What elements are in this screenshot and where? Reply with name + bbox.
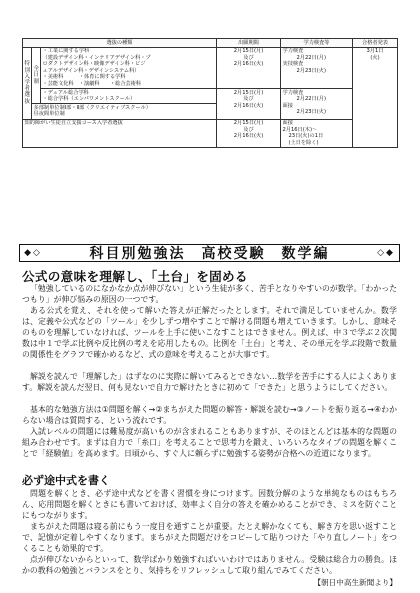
exam-cell — [281, 89, 353, 119]
article-paragraph: 問題を解くとき、必ず途中式などを書く習慣を身につけます。因数分解のような単純なものはもちろん、応用問題を解くときにも書いておけば、効率よく自分の答えを確かめることができ、ミスを防ぐことにもつながります。 — [22, 489, 397, 520]
header-category: 選抜の種類 — [23, 39, 217, 48]
banner-title: 科目別勉強法 高校受験 数学編 — [89, 246, 330, 262]
dept-line: ・総合学科（エンパワメントスクール） — [42, 96, 136, 103]
table-row — [23, 89, 398, 104]
article-subheading: 必ず途中式を書く — [22, 474, 110, 487]
dept-cell — [32, 104, 217, 119]
exam-line: 2月16日(木)～ — [282, 126, 318, 133]
dept-line: ・芸能文化科 ・演劇科 ・総合芸術科 — [42, 81, 142, 88]
article-paragraph: 「勉強しているのになかなか点が伸びない」という生徒が多く、苦手となりやすいのが数学。「わかったつもり」が伸び悩みの原因の一つです。 — [22, 284, 397, 304]
exam-line: 学力検査 — [282, 48, 304, 55]
result-date: 3月1日 — [366, 48, 384, 55]
exam-line: (土日を除く) — [288, 139, 319, 146]
exam-cell — [281, 47, 353, 89]
submission-date: 2月16日(火) — [233, 133, 264, 140]
exam-line: 学力検査 — [282, 89, 304, 96]
dept-cell — [23, 119, 217, 147]
exam-cell — [281, 119, 353, 147]
header-submission: 出願期間 — [217, 39, 281, 48]
exam-line: 2月23日(火) — [296, 67, 327, 74]
dept-cell — [41, 47, 217, 89]
submission-date: 2月15日(月) — [233, 120, 264, 127]
dept-line: 昼夜間単位制 — [33, 111, 65, 118]
article-paragraph: 基本的な勉強方法は①問題を解く→②まちがえた問題の解答・解説を読む→③ノートを振り返る→④わからない場合は質問する、という流れです。 — [22, 405, 397, 425]
submission-cell — [217, 89, 281, 119]
banner-decoration-left: ◆◇ — [24, 248, 42, 258]
dept-line: 知的障がい生徒自立支援コース入学者選抜 — [24, 120, 123, 127]
table-header-row — [23, 39, 398, 48]
dept-line: ロダクトデザイン科・映像デザイン科・ビジ — [42, 61, 146, 68]
result-cell — [353, 47, 398, 147]
exam-line: 2月22日(月) — [296, 96, 327, 103]
submission-date: 2月16日(火) — [233, 102, 264, 109]
banner-decoration-right: ◇◆ — [377, 248, 395, 258]
table-row — [23, 119, 398, 147]
submission-cell — [217, 119, 281, 147]
article-headline: 公式の意味を理解し、「土台」を固める — [22, 269, 248, 284]
article-credit: 【朝日中高生新聞より】 — [313, 578, 397, 587]
submission-date: 2月15日(月) — [233, 89, 264, 96]
group-label: 特別入学者選抜 — [23, 47, 32, 119]
article-paragraph: まちがえた問題は寝る前にもう一度目を通すことが重要。たとえ解かなくても、解き方を思い返すことで、記憶が定着しやすくなります。まちがえた問題だけをコピーして貼りつけた「やり直しノート」をつくることも効果的です。 — [22, 522, 397, 553]
article-paragraph: 入試レベルの問題には難易度が高いものが含まれることもありますが、そのほとんどは基本的な問題の組み合わせです。まずは自力で「糸口」を考えることで思考力を鍛え、いろいろなタイプの問題を解くことで「経験値」を高めます。日頃から、すぐ人に頼らずに勉強する姿勢が合格への近道になります。 — [22, 427, 397, 458]
article-paragraph: 解説を読んで「理解した」はずなのに実際に解いてみるとできない…数学を苦手にする人によくあります。解説を読んだ翌日、何も見ないで自力で解けたときに初めて「できた」と思うようにしてください。 — [22, 372, 397, 392]
submission-conj: 及び — [243, 96, 254, 103]
submission-date: 2月15日(月) — [233, 48, 264, 55]
dept-line: ・デュアル総合学科 — [42, 89, 89, 96]
article-paragraph: 点が伸びないからといって、数学ばかり勉強すればいいわけではありません。受験は総合力の勝負。ほかの教科の勉強とバランスをとり、気持ちをリフレッシュして取り組んでみてください。 — [22, 555, 397, 575]
submission-conj: 及び — [243, 126, 254, 133]
exam-line: 2月22日(月) — [296, 54, 327, 61]
exam-line: 面接 — [282, 120, 293, 127]
exam-line: 23日(火)の1日 — [288, 133, 324, 140]
header-result: 合格者発表 — [353, 39, 398, 48]
submission-conj: 及び — [243, 54, 254, 61]
result-day: (火) — [370, 54, 380, 61]
submission-cell — [217, 47, 281, 89]
schedule-table — [22, 38, 398, 148]
exam-line: 面接 — [282, 102, 293, 109]
article-paragraph: ある公式を覚え、それを使って解いた答えが正解だったとします。それで満足していませんか。数学は、定義や公式などの「ツール」を少しずつ増やすことで解ける問題も増えていきます。しかし、意味そのものを理解していなければ、ツールを上手に使いこなすことはできません。例えば、中３で学ぶ２次関数は中１で学ぶ比例や反比例の考えを応用したもの。比例を「土台」と考え、その単元を学ぶ段階で数量の関係性をグラフで確かめるなど、式の意味を考えることが大事です。 — [22, 306, 397, 359]
exam-line: 実技検査 — [282, 61, 304, 68]
submission-date: 2月16日(火) — [233, 61, 264, 68]
dept-line: ュアルデザイン科・デザインシステム科） — [42, 67, 140, 74]
subgroup-label: 全日制 — [32, 47, 41, 104]
dept-line: 多部制単位制Ⅰ部・Ⅱ部（クリエイティブスクール） — [33, 104, 151, 111]
dept-line: ・美術科 ・体育に関する学科 — [42, 74, 126, 81]
table-row — [23, 47, 398, 89]
header-exam: 学力検査等 — [281, 39, 353, 48]
dept-line: （建設デザイン科・インテリアデザイン科・プ — [42, 54, 151, 61]
exam-line: 2月23日(火) — [296, 109, 327, 116]
section-banner — [19, 244, 400, 262]
dept-line: ・工業に関する学科 — [42, 48, 90, 55]
dept-cell — [41, 89, 217, 104]
